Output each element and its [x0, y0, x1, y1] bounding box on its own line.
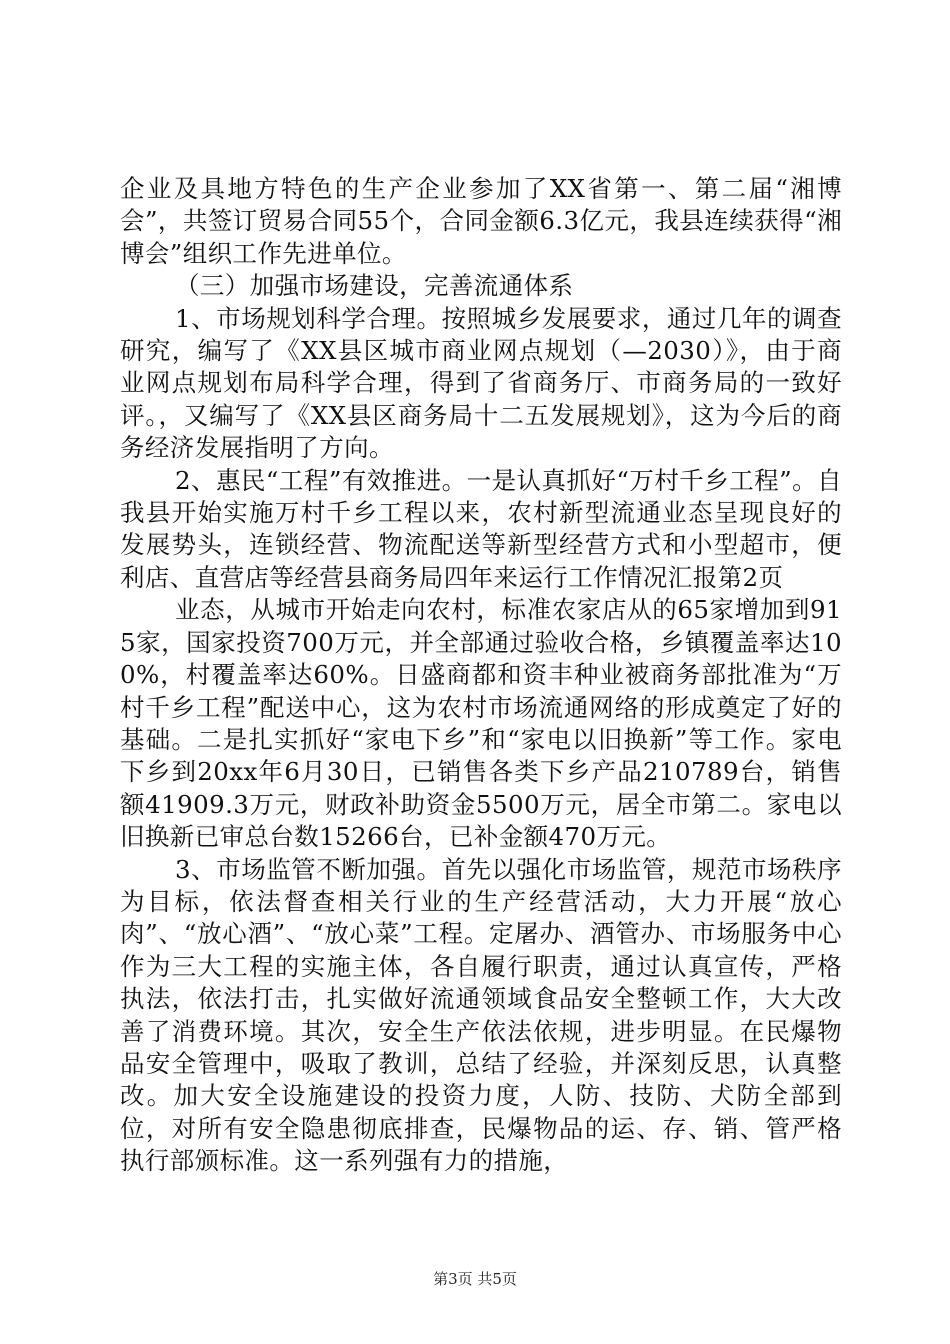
page-footer: 第3页 共5页 [433, 1270, 517, 1288]
paragraph-continuation: 企业及具地方特色的生产企业参加了XX省第一、第二届“湘博会”，共签订贸易合同55个，合同金额6.3亿元，我县连续获得“湘博会”组织工作先进单位。 [120, 174, 842, 268]
paragraph-huimin-project: 2、惠民“工程”有效推进。一是认真抓好“万村千乡工程”。自我县开始实施万村千乡工程以来，农村新型流通业态呈现良好的发展势头，连锁经营、物流配送等新型经营方式和小型超市，便利店、直营店等经营县商务局四年来运行工作情况汇报第2页 [120, 465, 842, 592]
paragraph-market-planning: 1、市场规划科学合理。按照城乡发展要求，通过几年的调查研究，编写了《XX县区城市商业网点规划（—2030）》，由于商业网点规划布局科学合理，得到了省商务厅、市商务局的一致好评。，又编写了《XX县区商务局十二五发展规划》，这为今后的商务经济发展指明了方向。 [120, 303, 842, 463]
section-heading: （三）加强市场建设，完善流通体系 [175, 271, 574, 301]
paragraph-market-supervision: 3、市场监管不断加强。首先以强化市场监管，规范市场秩序为目标，依法督查相关行业的生产经营活动，大力开展“放心肉”、“放心酒”、“放心菜”工程。定屠办、酒管办、市场服务中心作为三大工程的实施主体，各自履行职责，通过认真宣传，严格执法，依法打击，扎实做好流通领域食品安全整顿工作，大大改善了消费环境。其次，安全生产依法依规，进步明显。在民爆物品安全管理中，吸取了教训，总结了经验，并深刻反思，认真整改。加大安全设施建设的投资力度，人防、技防、犬防全部到位，对所有安全隐患彻底排查，民爆物品的运、存、销、管严格执行部颁标准。这一系列强有力的措施， [120, 854, 842, 1176]
document-body [120, 173, 842, 1178]
paragraph-rural-business: 业态，从城市开始走向农村，标准农家店从的65家增加到915家，国家投资700万元，并全部通过验收合格，乡镇覆盖率达100%，村覆盖率达60%。日盛商都和资丰种业被商务部批准为“万村千乡工程”配送中心，这为农村市场流通网络的形成奠定了好的基础。二是扎实抓好“家电下乡”和“家电以旧换新”等工作。家电下乡到20xx年6月30日，已销售各类下乡产品210789台，销售额41909.3万元，财政补助资金5500万元，居全市第二。家电以旧换新已审总台数15266台，已补金额470万元。 [120, 595, 842, 852]
